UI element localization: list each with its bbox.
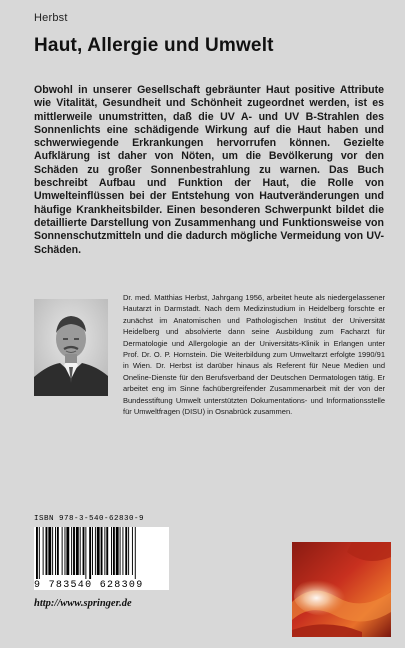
- barcode-bar: [62, 527, 63, 575]
- barcode-bar: [132, 527, 133, 575]
- barcode-bar: [92, 527, 93, 575]
- barcode-bar: [83, 527, 85, 575]
- barcode-bar: [66, 527, 69, 575]
- book-title: Haut, Allergie und Umwelt: [34, 35, 274, 56]
- ean-digits: 9 783540 628309: [34, 580, 144, 591]
- barcode-bar: [65, 527, 66, 575]
- author-biography: Dr. med. Matthias Herbst, Jahrgang 1956, arbeitet heute als niedergelassener Hautarzt in Darmstadt. Nach dem Medizinstudium in Heidelberg forschte er zunächst im Anatomischen und Pathologischen Institut der Universität Heidelberg und absolvierte dann seine Ausbildung zum Facharzt für Dermatologie und Allergologie an der Universitäts-Klinik in Erlangen unter Prof. Dr. O. P. Hornstein. Die Weiterbildung zum Umweltarzt erfolgte 1990/91 in Wien. Dr. Herbst ist darüber hinaus als Referent für Neue Medien und Oneline-Dienste für den Berufsverband der Deutschen Dermatologen tätig. Er arbeitet eng im Sinne fachübergreifender Zusammenarbeit mit der von der Bundesstiftung Umwelt unterstützten Dokumentations- und Informationsstelle für Umweltfragen (DISU) in Osnabrück zusammen.: [123, 293, 385, 417]
- barcode-bar: [125, 527, 127, 575]
- barcode-bar: [104, 527, 105, 575]
- isbn-number: ISBN 978-3-540-62830-9: [34, 515, 145, 523]
- barcode-bar: [73, 527, 75, 575]
- barcode-bar: [57, 527, 59, 575]
- publisher-url[interactable]: http://www.springer.de: [34, 598, 132, 609]
- barcode-bar: [120, 527, 121, 575]
- barcode-bar: [101, 527, 103, 575]
- barcode-bar: [80, 527, 81, 575]
- author-label: Herbst: [34, 12, 68, 24]
- barcode-bar: [122, 527, 123, 575]
- barcode-bar: [113, 527, 115, 575]
- barcode-bar: [43, 527, 44, 575]
- barcode-bar: [111, 527, 112, 575]
- barcode-bar: [95, 527, 96, 575]
- barcode-bar: [36, 527, 38, 579]
- barcode-bar: [48, 527, 51, 575]
- barcode-bar: [85, 527, 86, 579]
- barcode-bar: [128, 527, 129, 575]
- barcode-bar: [116, 527, 119, 575]
- barcode-bar: [71, 527, 72, 575]
- barcode-bar: [135, 527, 136, 579]
- abstract-red-orange-image: [292, 542, 391, 637]
- barcode-bars: [34, 527, 169, 579]
- author-portrait-image: [34, 299, 108, 396]
- barcode-bar: [52, 527, 53, 575]
- barcode-bar: [39, 527, 40, 579]
- barcode-bar: [46, 527, 48, 575]
- author-photo: [34, 299, 108, 396]
- barcode-bar: [89, 527, 91, 579]
- barcode-bar: [76, 527, 79, 575]
- barcode-bar: [55, 527, 56, 575]
- book-description: Obwohl in unserer Gesellschaft gebräunter Haut positive Attribute wie Vitalität, Gesundheit und Schönheit zugeordnet werden, ist es mittlerweile unumstritten, daß die UV A- und UV B-Strahlen des Sonnenlichts eine schädigende Wirkung auf die Haut haben und schwerwiegende Erkrankungen hervorrufen können. Gezielte Aufklärung ist daher von Nöten, um die Bevölkerung vor den Schäden zu großer Sonnenbestrahlung zu warnen. Das Buch beschreibt Aufbau und Funktion der Haut, die Rolle von Umwelteinflüssen bei der Entstehung von Hautveränderungen und häufige Krankheitsbilder. Einen besonderen Schwerpunkt bildet die detaillierte Darstellung von Zusammenhang und Funktionsweise von Sonnenschutzmitteln und die dadurch mögliche Vermeidung von UV-Schäden.: [34, 84, 384, 256]
- barcode-bar: [106, 527, 108, 575]
- cover-artwork: [292, 542, 391, 637]
- barcode-bar: [97, 527, 100, 575]
